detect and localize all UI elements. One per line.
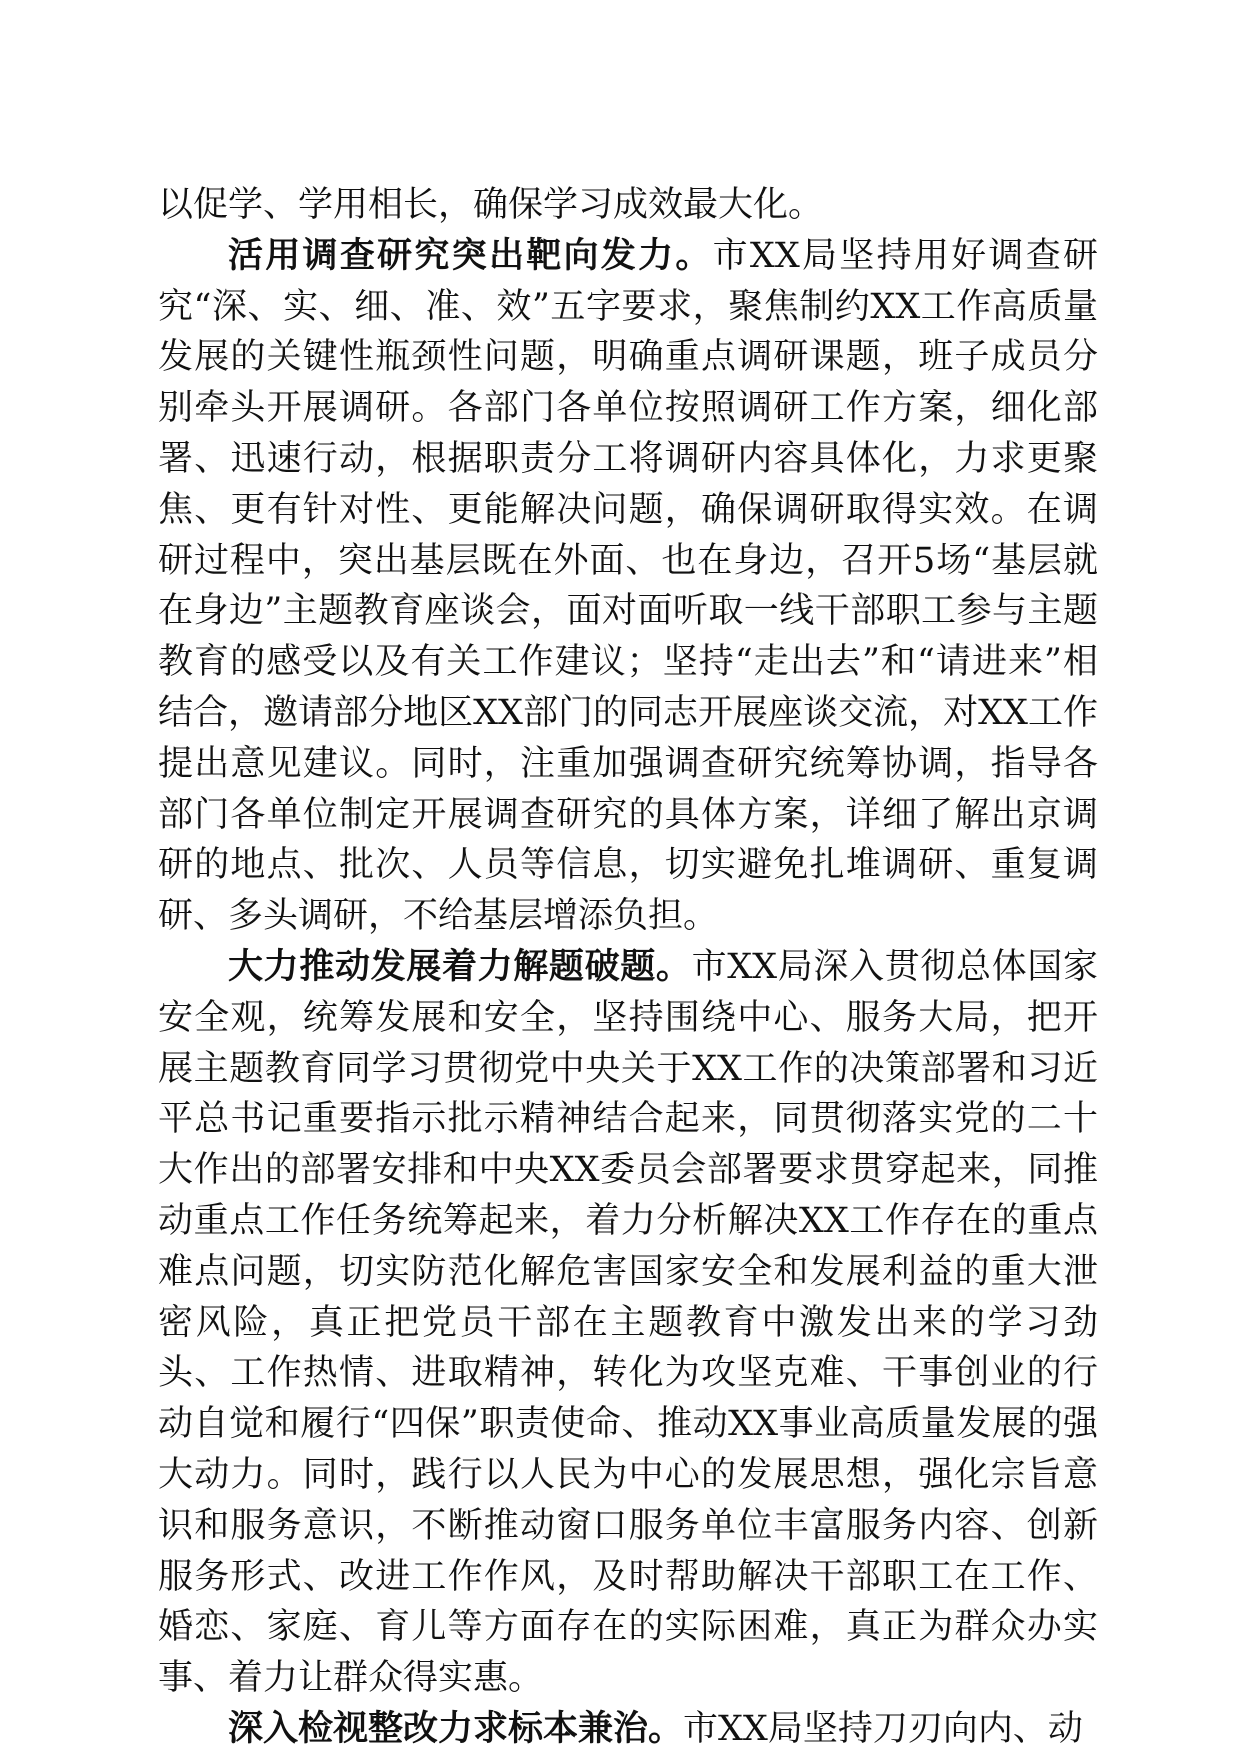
paragraph-lead: 活用调查研究突出靶向发力。: [228, 235, 713, 276]
paragraph-text: 以促学、学用相长，确保学习成效最大化。: [158, 185, 824, 225]
paragraph-lead: 深入检视整改力求标本兼治。: [228, 1708, 684, 1749]
paragraph-rectification: [158, 1704, 1098, 1755]
paragraph-continuation: [158, 180, 1098, 231]
document-body: [158, 180, 1098, 1755]
paragraph-lead: 大力推动发展着力解题破题。: [228, 946, 692, 987]
paragraph-text: 市XX局坚持刀刃向内、动: [683, 1708, 1083, 1749]
paragraph-development: [158, 942, 1098, 1704]
paragraph-text: 市XX局深入贯彻总体国家安全观，统筹发展和安全，坚持围绕中心、服务大局，把开展主题教育同学习贯彻党中央关于XX工作的决策部署和习近平总书记重要指示批示精神结合起来，同贯彻落实党的二十大作出的部署安排和中央XX委员会部署要求贯穿起来，同推动重点工作任务统筹起来，着力分析解决XX工作存在的重点难点问题，切实防范化解危害国家安全和发展利益的重大泄密风险，真正把党员干部在主题教育中激发出来的学习劲头、工作热情、进取精神，转化为攻坚克难、干事创业的行动自觉和履行“四保”职责使命、推动XX事业高质量发展的强大动力。同时，践行以人民为中心的发展思想，强化宗旨意识和服务意识，不断推动窗口服务单位丰富服务内容、创新服务形式、改进工作作风，及时帮助解决干部职工在工作、婚恋、家庭、育儿等方面存在的实际困难，真正为群众办实事、着力让群众得实惠。: [158, 946, 1098, 1699]
paragraph-research: [158, 231, 1098, 942]
paragraph-text: 市XX局坚持用好调查研究“深、实、细、准、效”五字要求，聚焦制约XX工作高质量发展的关键性瓶颈性问题，明确重点调研课题，班子成员分别牵头开展调研。各部门各单位按照调研工作方案，细化部署、迅速行动，根据职责分工将调研内容具体化，力求更聚焦、更有针对性、更能解决问题，确保调研取得实效。在调研过程中，突出基层既在外面、也在身边，召开5场“基层就在身边”主题教育座谈会，面对面听取一线干部职工参与主题教育的感受以及有关工作建议；坚持“走出去”和“请进来”相结合，邀请部分地区XX部门的同志开展座谈交流，对XX工作提出意见建议。同时，注重加强调查研究统筹协调，指导各部门各单位制定开展调查研究的具体方案，详细了解出京调研的地点、批次、人员等信息，切实避免扎堆调研、重复调研、多头调研，不给基层增添负担。: [158, 235, 1098, 937]
